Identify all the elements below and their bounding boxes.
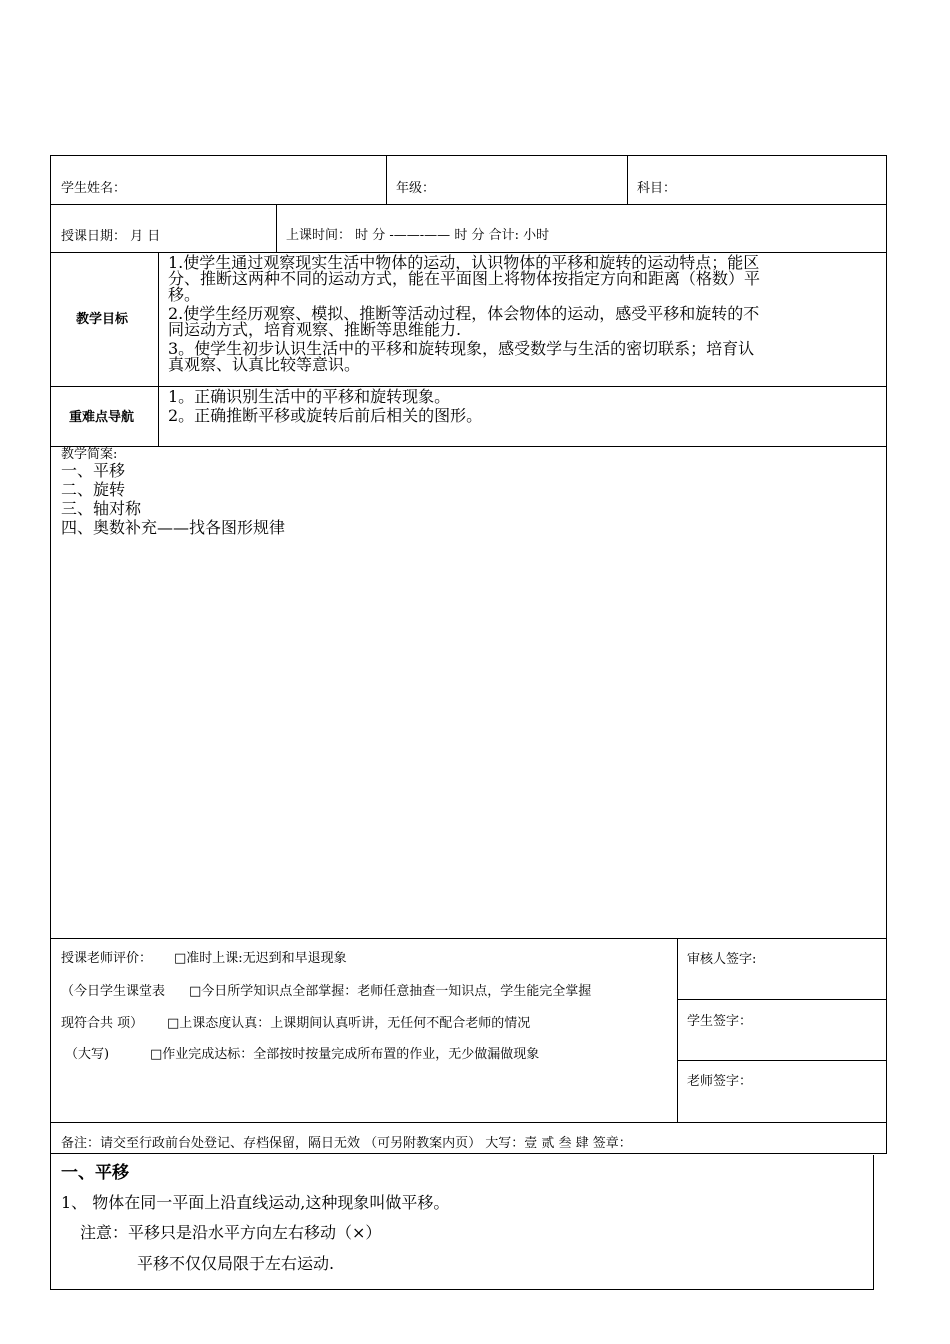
row1-div1 bbox=[386, 155, 387, 204]
outline-bottom bbox=[50, 938, 887, 939]
row2-div bbox=[276, 204, 277, 252]
eval-checkbox-item[interactable]: □上课态度认真：上课期间认真听讲，无任何不配合老师的情况 bbox=[167, 1016, 531, 1031]
frame-left bbox=[50, 155, 51, 1154]
sign-div2 bbox=[677, 1060, 887, 1061]
sign-col-div bbox=[677, 938, 678, 1122]
frame-top bbox=[50, 155, 887, 156]
objective-line: 同运动方式，培育观察、推断等思维能力. bbox=[168, 320, 462, 339]
outline-item: 三、轴对称 bbox=[61, 499, 142, 518]
objective-line: 2.使学生经历观察、模拟、推断等活动过程，体会物体的运动，感受平移和旋转的不 bbox=[168, 304, 760, 323]
section-point-1: 1、 物体在同一平面上沿直线运动,这种现象叫做平移。 bbox=[61, 1193, 450, 1212]
teacher-sign: 老师签字： bbox=[687, 1074, 753, 1089]
teacher-eval-label: 授课老师评价： bbox=[61, 951, 153, 966]
objective-line: 1.使学生通过观察现实生活中物体的运动，认识物体的平移和旋转的运动特点；能区 bbox=[168, 253, 760, 272]
box2-left bbox=[50, 1153, 51, 1290]
key-point-line: 2。正确推断平移或旋转后前后相关的图形。 bbox=[168, 406, 483, 425]
eval-left-line: （大写) bbox=[65, 1047, 110, 1062]
eval-left-line: （今日学生课堂表 bbox=[61, 984, 166, 999]
section-note-2: 平移不仅仅局限于左右运动. bbox=[137, 1254, 335, 1273]
student-sign: 学生签字： bbox=[687, 1014, 753, 1029]
outline-item: 二、旋转 bbox=[61, 480, 126, 499]
eval-checkbox-item[interactable]: □准时上课:无迟到和早退现象 bbox=[174, 951, 347, 966]
objectives-text bbox=[168, 255, 880, 373]
subject-label: 科目： bbox=[637, 181, 677, 196]
note-bottom bbox=[50, 1153, 887, 1154]
lesson-date-label: 授课日期： 月 日 bbox=[61, 229, 161, 244]
section-heading: 一、平移 bbox=[61, 1163, 129, 1183]
row1-bottom bbox=[50, 204, 887, 205]
objective-line: 移。 bbox=[168, 285, 201, 304]
key-points-label: 重难点导航 bbox=[69, 410, 135, 425]
eval-bottom bbox=[50, 1122, 887, 1123]
eval-checkbox-item[interactable]: □作业完成达标：全部按时按量完成所布置的作业，无少做漏做现象 bbox=[150, 1047, 540, 1062]
objectives-label: 教学目标 bbox=[76, 312, 129, 327]
box2-right bbox=[873, 1155, 874, 1290]
eval-left-line: 现符合共 项） bbox=[61, 1016, 144, 1031]
outline-list bbox=[61, 463, 285, 539]
reviewer-sign: 审核人签字: bbox=[687, 952, 757, 967]
label-col-div bbox=[158, 252, 159, 446]
key-points-text bbox=[168, 389, 482, 424]
outline-item: 一、平移 bbox=[61, 461, 126, 480]
lesson-time-label: 上课时间： 时 分 -——-—— 时 分 合计: 小时 bbox=[286, 228, 550, 243]
student-name-label: 学生姓名： bbox=[61, 181, 127, 196]
footer-note: 备注：请交至行政前台处登记、存档保留，隔日无效 （可另附教案内页） 大写：壹 贰 叁 肆 签章： bbox=[61, 1136, 632, 1151]
objective-line: 分、推断这两种不同的运动方式，能在平面图上将物体按指定方向和距离（格数）平 bbox=[168, 269, 761, 288]
grade-label: 年级： bbox=[396, 181, 436, 196]
row4-bottom bbox=[50, 446, 887, 447]
objective-line: 真观察、认真比较等意识。 bbox=[168, 355, 361, 374]
outline-item: 四、奥数补充——找各图形规律 bbox=[61, 518, 286, 537]
frame-right bbox=[886, 155, 887, 1154]
objective-line: 3。使学生初步认识生活中的平移和旋转现象，感受数学与生活的密切联系；培育认 bbox=[168, 339, 755, 358]
box2-bottom bbox=[50, 1289, 874, 1290]
section-note-1: 注意：平移只是沿水平方向左右移动（×） bbox=[80, 1223, 382, 1242]
eval-checkbox-item[interactable]: □今日所学知识点全部掌握：老师任意抽查一知识点，学生能完全掌握 bbox=[189, 984, 592, 999]
key-point-line: 1。正确识别生活中的平移和旋转现象。 bbox=[168, 387, 451, 406]
outline-title: 教学简案: bbox=[61, 447, 118, 462]
row1-div2 bbox=[627, 155, 628, 204]
sign-div1 bbox=[677, 999, 887, 1000]
